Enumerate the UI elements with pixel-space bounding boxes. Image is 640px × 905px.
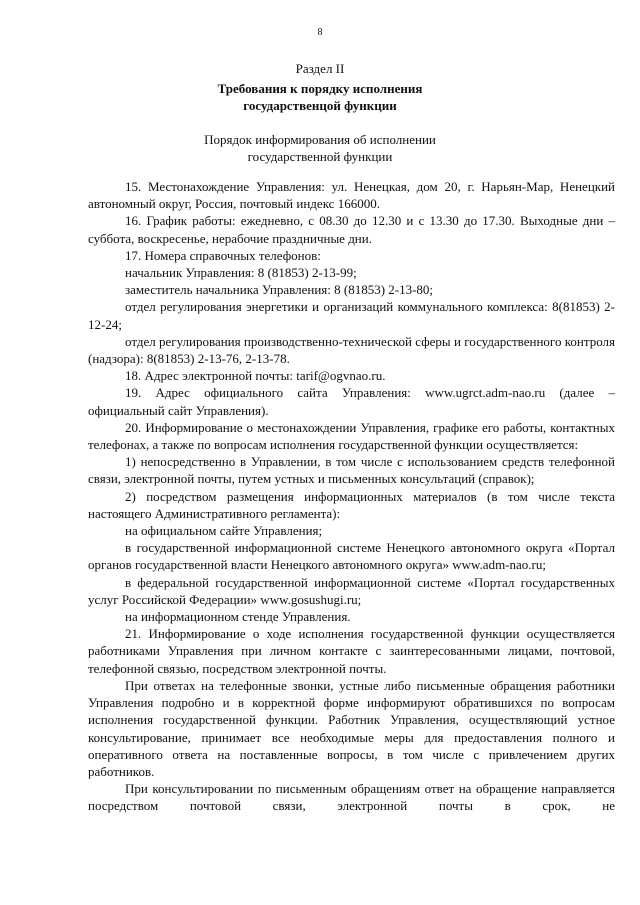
subsection-title-line-1: Порядок информирования об исполнении xyxy=(204,132,436,147)
paragraph-17: 17. Номера справочных телефонов: xyxy=(125,247,321,263)
item-2-regional-portal: в государственной информационной системе Ненецкого автономного округа «Портал органов государственной власти Ненецкого автономного округа» www.adm-nao.ru; xyxy=(88,540,615,573)
item-2-federal-portal: в федеральной государственной информационной системе «Портал государственных услуг Российской Федерации» www.gosushugi.ru; xyxy=(88,574,615,607)
paragraph-written-answers: При консультировании по письменным обращениям ответ на обращение направляется посредством почтовой связи, электронной почты в срок, не xyxy=(88,781,615,814)
paragraph-15: 15. Местонахождение Управления: ул. Ненецкая, дом 20, г. Нарьян-Мар, Ненецкий автономный округ, Россия, почтовый индекс 166000. xyxy=(88,179,615,212)
phone-head: начальник Управления: 8 (81853) 2-13-99; xyxy=(125,265,357,281)
item-1: 1) непосредственно в Управлении, в том числе с использованием средств телефонной связи, электронной почты, путем устных и письменных консультаций (справок); xyxy=(88,454,615,487)
paragraph-19: 19. Адрес официального сайта Управления: www.ugrct.adm-nao.ru (далее – официальный сайт Управления). xyxy=(88,385,615,418)
paragraph-16: 16. График работы: ежедневно, с 08.30 до 12.30 и с 13.30 до 17.30. Выходные дни – суббота, воскресенье, нерабочие праздничные дни. xyxy=(88,213,615,246)
phone-deputy: заместитель начальника Управления: 8 (81853) 2-13-80; xyxy=(125,282,434,298)
document-body xyxy=(88,178,615,815)
subsection-title-line-2: государственной функции xyxy=(247,149,393,164)
section-title-line-2: государственцой функции xyxy=(243,98,397,113)
paragraph-20: 20. Информирование о местонахождении Управления, графике его работы, контактных телефонах, а также по вопросам исполнения государственной функции осуществляется: xyxy=(88,419,615,453)
paragraph-phone-answers: При ответах на телефонные звонки, устные либо письменные обращения работники Управления подробно и в корректной форме информируют обратившихся по вопросам исполнения государственной функции. Работник Управления, осуществляющий устное консультирование, принимает все необходимые меры для предоставления полного и оперативного ответа на поставленные вопросы, в том числе с привлечением других работников. xyxy=(88,677,615,779)
item-2: 2) посредством размещения информационных материалов (в том числе текста настоящего Административного регламента): xyxy=(88,488,615,521)
page-number: 8 xyxy=(317,27,323,38)
section-label: Раздел II xyxy=(295,61,345,76)
phone-energy-dept: отдел регулирования энергетики и организаций коммунального комплекса: 8(81853) 2-12-24; xyxy=(88,299,615,332)
paragraph-21: 21. Информирование о ходе исполнения государственной функции осуществляется работниками Управления при личном контакте с заинтересованными лицами, почтовой, телефонной связью, посредством электронной почты. xyxy=(88,626,615,676)
section-title-line-1: Требования к порядку исполнения xyxy=(217,81,423,96)
phone-control-dept: отдел регулирования производственно-технической сферы и государственного контроля (надзора): 8(81853) 2-13-76, 2-13-78. xyxy=(88,333,615,367)
item-2-info-stand: на информационном стенде Управления. xyxy=(125,609,351,625)
paragraph-18: 18. Адрес электронной почты: tarif@ogvnao.ru. xyxy=(125,368,386,384)
item-2-official-site: на официальном сайте Управления; xyxy=(125,523,323,539)
